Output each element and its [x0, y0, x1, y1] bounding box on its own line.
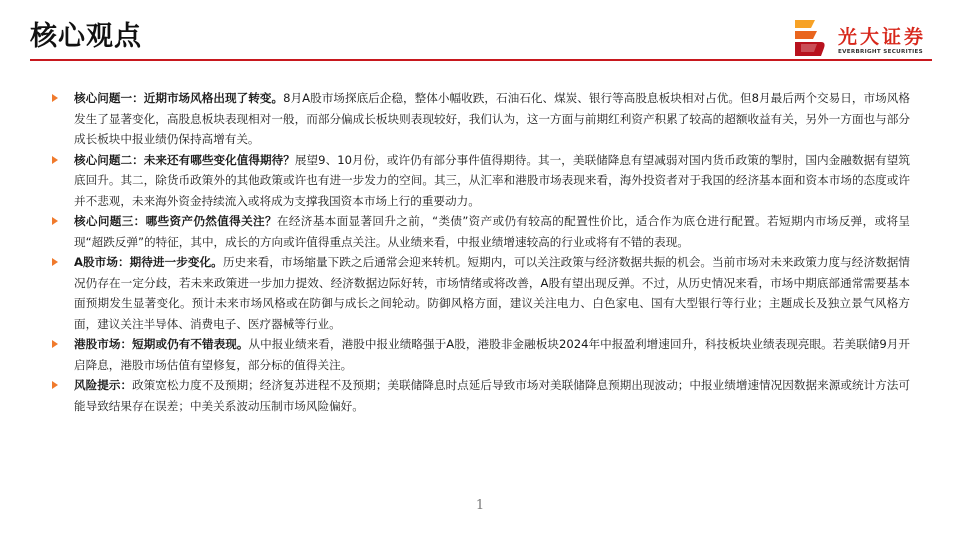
bullet-arrow-icon	[52, 340, 58, 348]
bullet-item	[52, 88, 910, 150]
bullet-heading: 港股市场：短期或仍有不错表现。	[74, 337, 249, 351]
bullet-arrow-icon	[52, 381, 58, 389]
logo-subtitle: EVERBRIGHT SECURITIES	[838, 49, 923, 55]
logo-name: 光大证券	[838, 26, 927, 48]
page-title: 核心观点	[30, 21, 142, 52]
key-points	[52, 88, 910, 416]
bullet-heading: 核心问题二：未来还有哪些变化值得期待？	[74, 152, 295, 167]
bullet-text: 8月A股市场探底后企稳，整体小幅收跌，石油石化、煤炭、银行等高股息板块相对占优。但8月最后两个交易日，市场风格发生了显著变化，高股息板块表现相对一般，而部分偏成长板块则表现较好，我们认为，这一方面与前期红利资产积累了较高的超额收益有关，另外一方面也与部分成长板块中报业绩仍保持高增有关。	[74, 91, 910, 146]
bullet-arrow-icon	[52, 156, 58, 164]
bullet-item	[52, 334, 910, 375]
bullet-heading: 核心问题三：哪些资产仍然值得关注？	[74, 214, 277, 228]
bullet-text: 历史来看，市场缩量下跌之后通常会迎来转机。短期内，可以关注政策与经济数据共振的机会。当前市场对未来政策力度与经济数据情况仍存在一定分歧，若未来政策进一步加力提效、经济数据边际好转，市场情绪或将改善，A股有望出现反弹。不过，从历史情况来看，市场中期底部通常需要基本面预期发生显著变化。预计未来市场风格或在防御与成长之间轮动。防御风格方面，建议关注电力、白色家电、国有大型银行等行业；主题成长及独立景气风格方面，建议关注半导体、消费电子、医疗器械等行业。	[74, 255, 910, 331]
bullet-text: 展望9、10月份，或许仍有部分事件值得期待。其一，美联储降息有望减弱对国内货币政策的掣肘，国内金融数据有望筑底回升。其二，除货币政策外的其他政策或许也有进一步发力的空间。其三，从汇率和港股市场表现来看，海外投资者对于我国的经济基本面和资本市场的态度或许并不悲观，未来海外资金持续流入或将成为支撑我国资本市场上行的重要动力。	[74, 152, 910, 208]
bullet-text: 政策宽松力度不及预期；经济复苏进程不及预期；美联储降息时点延后导致市场对美联储降息预期出现波动；中报业绩增速情况因数据来源或统计方法可能导致结果存在误差；中美关系波动压制市场风险偏好。	[74, 378, 910, 413]
title-divider	[30, 59, 932, 61]
bullet-arrow-icon	[52, 258, 58, 266]
page-number: 1	[475, 498, 485, 513]
bullet-heading: 风险提示：	[74, 378, 133, 392]
bullet-text: 在经济基本面显著回升之前，“类债”资产或仍有较高的配置性价比，适合作为底仓进行配置。若短期内市场反弹，或将呈现“超跌反弹”的特征，其中，成长的方向或许值得重点关注。从业绩来看，中报业绩增速较高的行业或将有不错的表现。	[74, 214, 910, 249]
bullet-item	[52, 252, 910, 334]
bullet-arrow-icon	[52, 217, 58, 225]
bullet-item	[52, 150, 910, 212]
bullet-item	[52, 375, 910, 416]
company-logo	[793, 18, 943, 58]
bullet-item	[52, 211, 910, 252]
bullet-heading: A股市场：期待进一步变化。	[74, 255, 223, 269]
bullet-arrow-icon	[52, 94, 58, 102]
bullet-text: 从中报业绩来看，港股中报业绩略强于A股，港股非金融板块2024年中报盈利增速回升，科技板块业绩表现亮眼。若美联储9月开启降息，港股市场估值有望修复，部分标的值得关注。	[74, 337, 910, 372]
everbright-logo-icon	[793, 18, 827, 58]
bullet-heading: 核心问题一：近期市场风格出现了转变。	[74, 91, 284, 105]
